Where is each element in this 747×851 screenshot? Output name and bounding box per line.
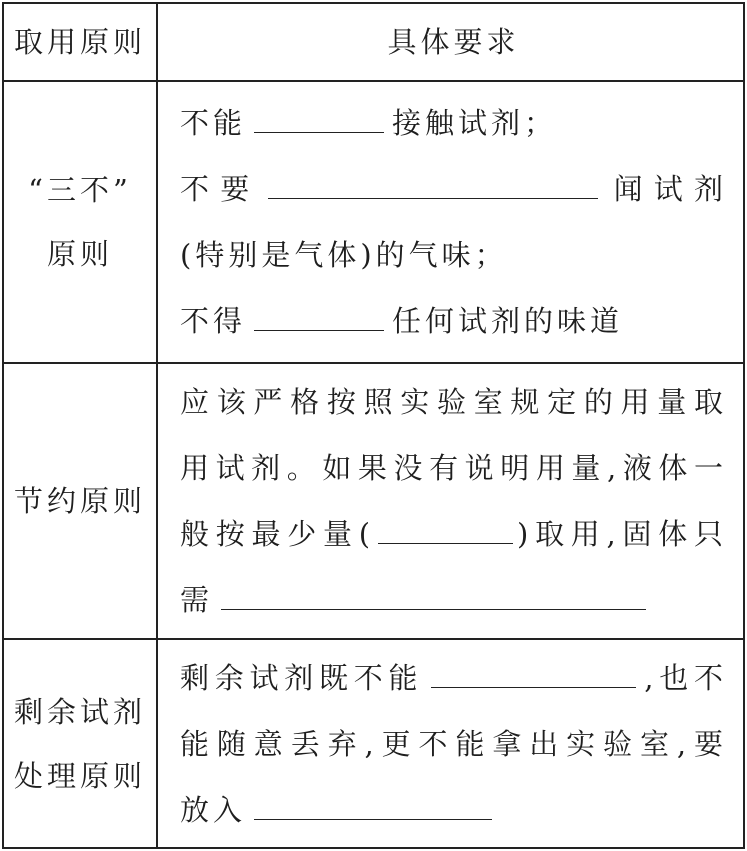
answer-blank [268,174,598,199]
answer-blank [254,795,492,820]
requirement-line [180,369,727,435]
requirement-line [180,711,727,777]
requirement-line [180,435,727,501]
principle-label: 节约原则 [13,484,146,518]
requirement-cell [158,364,743,640]
line-text: (特别是气体)的气味； [180,238,508,272]
answer-blank [254,108,384,133]
line-text: 接触试剂； [392,106,558,140]
principle-label: “三不” [28,173,132,207]
line-text: 不得 [180,304,247,338]
requirement-line [180,222,727,288]
header-requirement-label: 具体要求 [387,25,520,59]
line-text: )取用,固体只 [517,517,727,551]
requirement-line [180,288,727,354]
line-text: 剩余试剂既不能 [180,660,424,695]
line-text: 放入 [180,792,247,827]
requirement-cell [158,82,743,364]
requirement-line [180,90,727,156]
answer-blank [431,663,636,688]
principle-cell [4,364,158,640]
principle-label: 原则 [46,237,113,271]
principle-label: 剩余试剂 [13,694,146,729]
line-text: 需 [180,583,214,617]
principle-cell [4,640,158,847]
answer-blank [254,306,384,331]
header-principle-label: 取用原则 [13,25,146,59]
requirement-line [180,777,727,843]
header-principle-cell [4,4,158,82]
header-requirement-cell [158,4,743,82]
line-text: 任何试剂的味道 [392,304,624,338]
reagent-principles-table [2,2,745,849]
requirement-cell [158,640,743,847]
line-text: 应该严格按照实验室规定的用量取 [180,385,727,419]
requirement-line [180,567,727,633]
requirement-line [180,645,727,711]
answer-blank [378,519,513,544]
requirement-line [180,501,727,567]
principle-label: 处理原则 [13,758,146,793]
answer-blank [221,585,646,610]
line-text: 不能 [180,106,247,140]
principle-cell [4,82,158,364]
line-text: 闻试剂 [606,172,727,206]
requirement-line [180,156,727,222]
line-text: 用试剂。如果没有说明用量,液体一 [180,451,727,485]
line-text: 不要 [180,172,261,206]
line-text: ,也不 [644,660,727,695]
line-text: 能随意丢弃,更不能拿出实验室,要 [180,726,727,761]
line-text: 般按最少量( [180,517,375,551]
